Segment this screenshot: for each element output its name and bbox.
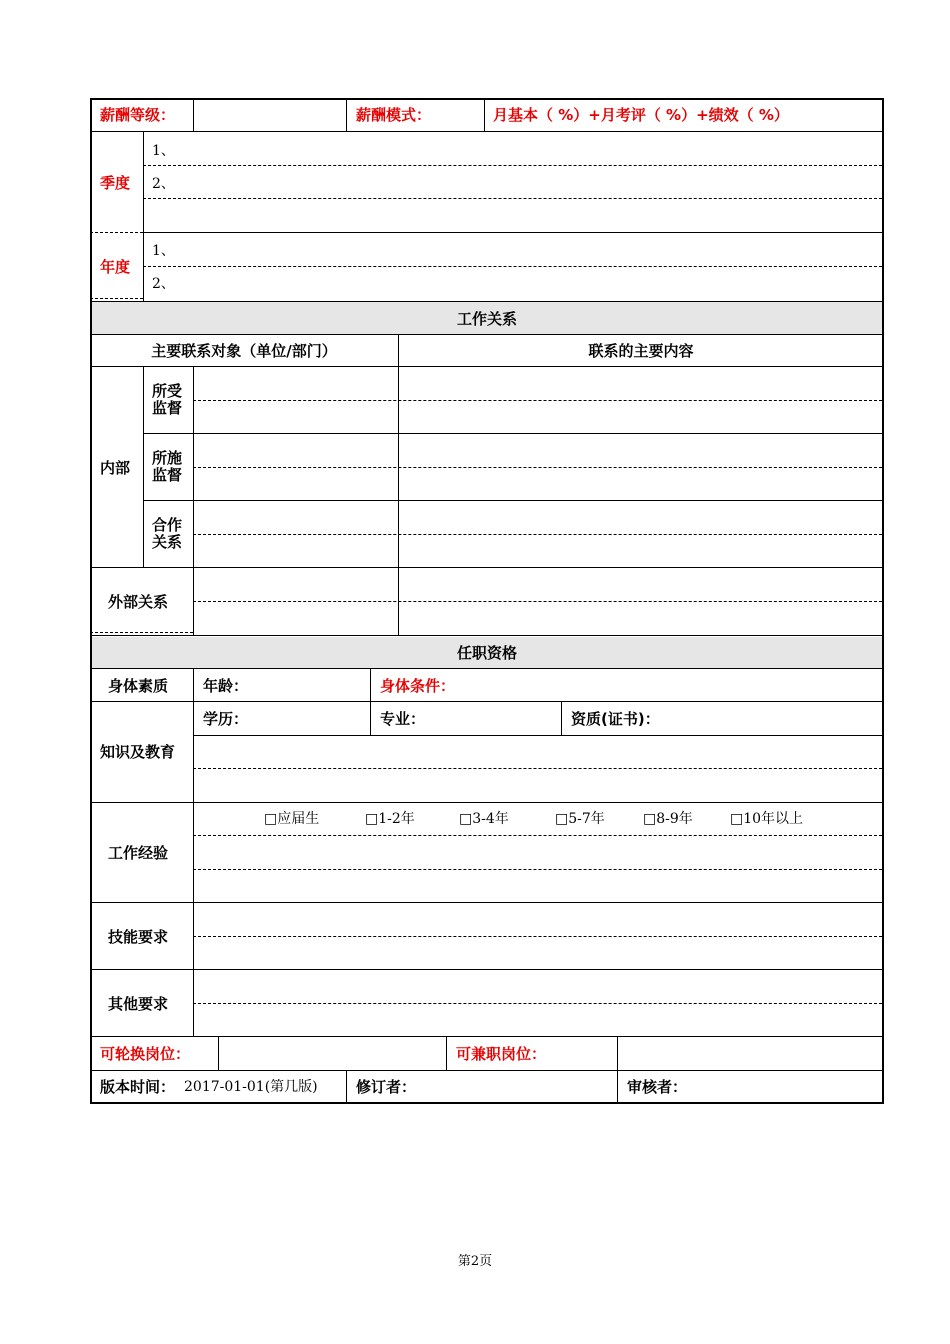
year-label: 年度 xyxy=(100,258,131,276)
certificate-label: 资质(证书)： xyxy=(571,710,660,728)
salary-grade-label: 薪酬等级： xyxy=(100,106,176,124)
condition-label: 身体条件： xyxy=(380,677,456,695)
salary-formula: 月基本（ %）+月考评（ %）+绩效（ %） xyxy=(493,106,789,124)
cooperation-label: 合作关系 xyxy=(152,516,183,551)
experience-option-fresh[interactable]: □应届生 xyxy=(264,811,320,827)
experience-option-1-2[interactable]: □1-2年 xyxy=(365,811,415,827)
supervising-label: 所施监督 xyxy=(152,449,183,484)
experience-option-5-7[interactable]: □5-7年 xyxy=(555,811,605,827)
version-time-value: 2017-01-01(第几版) xyxy=(184,1079,318,1095)
qualifications-title: 任职资格 xyxy=(456,644,517,662)
age-label: 年龄： xyxy=(203,677,249,695)
year-item-1: 1、 xyxy=(152,243,175,259)
parttime-label: 可兼职岗位： xyxy=(456,1045,547,1063)
skills-label: 技能要求 xyxy=(108,928,169,946)
supervised-label: 所受监督 xyxy=(152,382,183,417)
auditor-label: 审核者： xyxy=(627,1078,688,1096)
experience-option-8-9[interactable]: □8-9年 xyxy=(643,811,693,827)
education-label: 学历： xyxy=(203,710,249,728)
external-label: 外部关系 xyxy=(108,593,169,611)
experience-label: 工作经验 xyxy=(108,844,169,862)
page-number: 第2页 xyxy=(457,1254,493,1269)
quarter-item-2: 2、 xyxy=(152,176,175,192)
internal-label: 内部 xyxy=(100,459,131,477)
other-label: 其他要求 xyxy=(108,995,169,1013)
quarter-item-1: 1、 xyxy=(152,143,175,159)
salary-mode-label: 薪酬模式： xyxy=(356,106,432,124)
version-time-label: 版本时间： xyxy=(100,1078,176,1096)
contact-object-header: 主要联系对象（单位/部门） xyxy=(151,342,337,360)
year-item-2: 2、 xyxy=(152,276,175,292)
reviser-label: 修订者： xyxy=(356,1078,417,1096)
contact-content-header: 联系的主要内容 xyxy=(588,342,694,360)
quarter-label: 季度 xyxy=(100,174,131,192)
knowledge-label: 知识及教育 xyxy=(100,743,176,761)
major-label: 专业： xyxy=(380,710,426,728)
experience-option-10plus[interactable]: □10年以上 xyxy=(730,811,804,827)
physical-label: 身体素质 xyxy=(108,677,169,695)
experience-option-3-4[interactable]: □3-4年 xyxy=(459,811,509,827)
work-relations-title: 工作关系 xyxy=(456,310,517,328)
rotation-label: 可轮换岗位： xyxy=(100,1045,191,1063)
